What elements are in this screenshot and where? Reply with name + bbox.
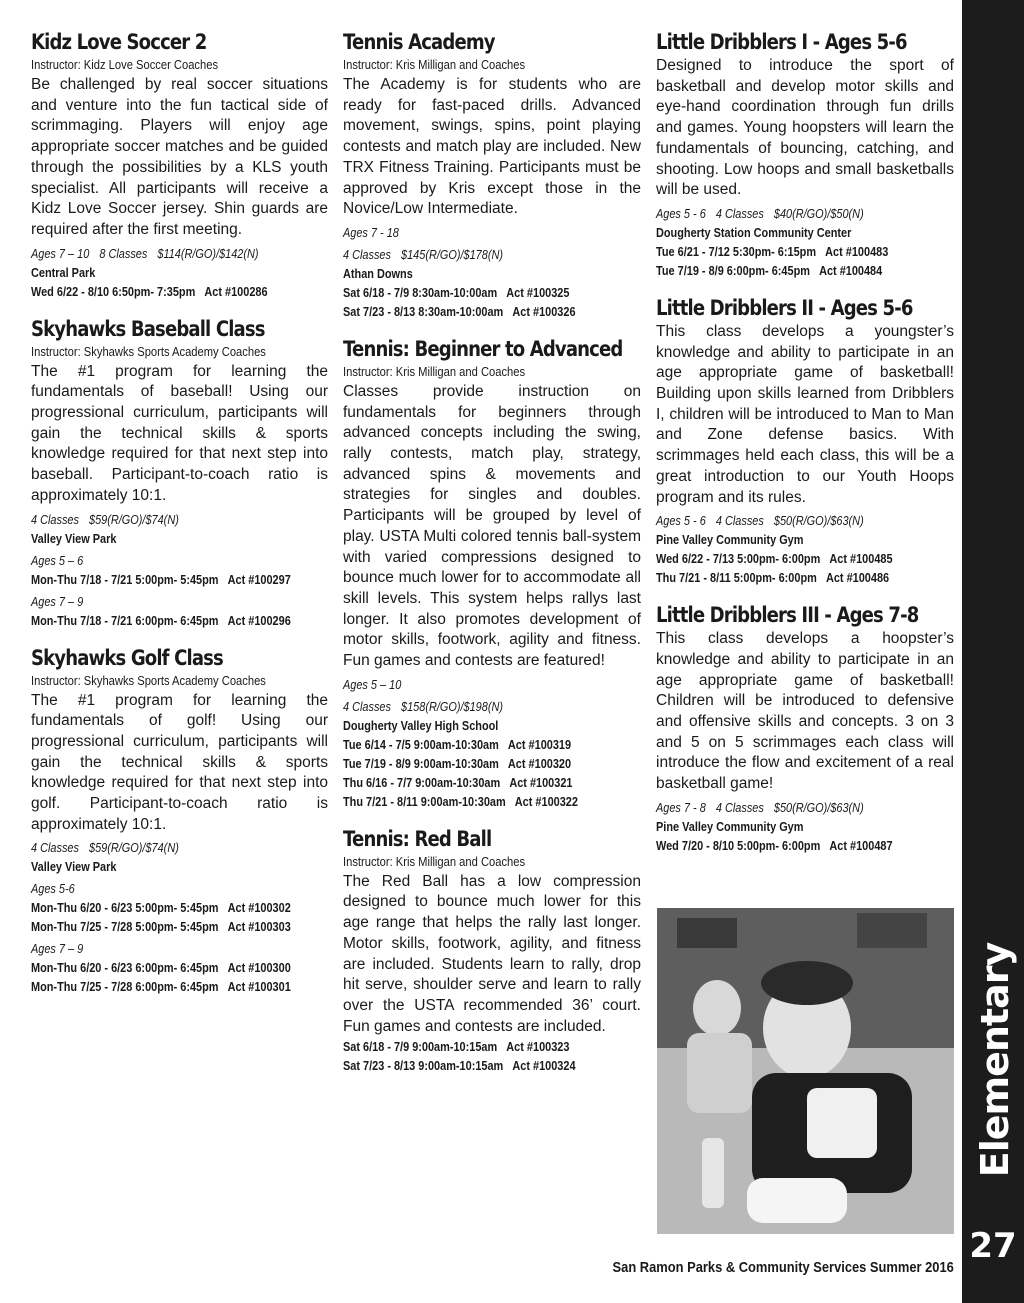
column-right: [656, 28, 954, 869]
program-meta: [656, 798, 906, 817]
class-count: 4 Classes: [31, 840, 79, 856]
session-date: Thu 7/21 - 8/11 5:00pm- 6:00pm: [656, 570, 817, 586]
session-row: [656, 549, 906, 568]
session-row: [343, 1056, 593, 1075]
session-date: Wed 6/22 - 8/10 6:50pm- 7:35pm: [31, 283, 196, 299]
class-count: 4 Classes: [343, 246, 391, 262]
ages-range: Ages 5 - 6: [656, 513, 706, 529]
ages-range: Ages 7 – 10: [31, 245, 90, 261]
program-location: Pine Valley Community Gym: [656, 532, 804, 548]
price: $40(R/GO)/$50(N): [773, 205, 864, 221]
program-section: [31, 28, 328, 301]
program-description: The Academy is for students who are ready for fast-paced drills. Advanced movement, swings, spins, point playing contests and match play are included. New TRX Fitness Training. Participants must be approved by Kris except those in the Novice/Low Intermediate.: [343, 76, 641, 218]
page-number: 27: [969, 1226, 1017, 1266]
session-row: [656, 242, 906, 261]
program-title: Little Dribblers III - Ages 7-8: [656, 603, 919, 628]
session-row: [656, 836, 906, 855]
program-instructor: Instructor: Kris Milligan and Coaches: [343, 363, 526, 379]
program-location: Central Park: [31, 264, 96, 280]
session-row: [343, 754, 593, 773]
program-meta: [31, 939, 280, 958]
activity-number: Act #100300: [227, 960, 291, 976]
session-date: Sat 7/23 - 8/13 9:00am-10:15am: [343, 1058, 504, 1074]
session-date: Tue 7/19 - 8/9 6:00pm- 6:45pm: [656, 262, 810, 278]
session-date: Mon-Thu 7/18 - 7/21 6:00pm- 6:45pm: [31, 612, 219, 628]
activity-number: Act #100325: [506, 284, 570, 300]
program-title: Skyhawks Golf Class: [31, 645, 223, 670]
ages-range: Ages 5 – 10: [343, 676, 402, 692]
program-section: [343, 335, 641, 811]
session-date: Thu 7/21 - 8/11 9:00am-10:30am: [343, 793, 506, 809]
program-section: [343, 28, 641, 321]
program-description: This class develops a hoopster’s knowledge and ability to participate in an age appropriate game of basketball! Children will be introduced to defensive and offensive skills and concepts. 3 on 3 and 5 on 5 scrimmages each class will introduce the flow and excitement of a real basketball game!: [656, 630, 954, 793]
price: $50(R/GO)/$63(N): [773, 513, 864, 529]
program-meta: [343, 697, 593, 716]
price: $158(R/GO)/$198(N): [401, 698, 503, 714]
program-location: Athan Downs: [343, 265, 413, 281]
session-row: [31, 611, 291, 630]
session-date: Mon-Thu 6/20 - 6/23 5:00pm- 5:45pm: [31, 900, 219, 916]
activity-number: Act #100486: [825, 570, 890, 586]
session-date: Wed 6/22 - 7/13 5:00pm- 6:00pm: [656, 551, 821, 567]
session-row: [343, 302, 593, 321]
session-row: [343, 1037, 593, 1056]
program-description: This class develops a youngster’s knowledge and ability to participate in an age appropriate game of basketball! Building upon skills learned from Dribblers I, children will be introduced to Man to Man and Zone defense basics. With scrimmages held each class, this will be a great introduction to our Youth Hoops program and its rules.: [656, 322, 954, 506]
program-title: Skyhawks Baseball Class: [31, 316, 265, 341]
session-date: Mon-Thu 7/18 - 7/21 5:00pm- 5:45pm: [31, 571, 219, 587]
session-row: [31, 977, 291, 996]
program-section: [31, 644, 328, 997]
program-meta: [656, 204, 906, 223]
session-row: [31, 282, 280, 301]
session-date: Sat 6/18 - 7/9 9:00am-10:15am: [343, 1039, 498, 1055]
program-description: The #1 program for learning the fundamentals of baseball! Using our progressional curriculum, participants will gain the technical skills & sports knowledge required for that next step into baseball. Participant-to-coach ratio is approximately 10:1.: [31, 362, 328, 504]
price: $114(R/GO)/$142(N): [157, 245, 259, 261]
program-meta: [31, 879, 280, 898]
program-title: Tennis: Red Ball: [343, 826, 492, 851]
program-title: Little Dribblers II - Ages 5-6: [656, 295, 913, 320]
program-location: Dougherty Station Community Center: [656, 224, 852, 240]
program-meta: [31, 838, 280, 857]
class-count: 4 Classes: [343, 698, 391, 714]
class-count: 4 Classes: [715, 205, 764, 221]
session-date: Tue 6/21 - 7/12 5:30pm- 6:15pm: [656, 243, 817, 259]
program-meta: [343, 675, 593, 694]
class-count: 4 Classes: [31, 511, 79, 527]
program-instructor: Instructor: Skyhawks Sports Academy Coaches: [31, 672, 266, 688]
program-title: Little Dribblers I - Ages 5-6: [656, 30, 907, 54]
program-meta: [343, 223, 593, 242]
program-section: [656, 294, 954, 587]
program-meta: [343, 245, 593, 264]
activity-number: Act #100301: [227, 979, 291, 995]
activity-number: Act #100319: [507, 736, 572, 752]
program-section: [31, 315, 328, 630]
ages-range: Ages 5-6: [31, 881, 75, 897]
program-title: Tennis Academy: [343, 30, 495, 54]
activity-number: Act #100321: [509, 774, 573, 790]
activity-number: Act #100484: [819, 262, 883, 278]
class-count: 4 Classes: [715, 513, 764, 529]
program-description: The #1 program for learning the fundamentals of golf! Using our progressional curriculum, participants will gain the technical skills & sports knowledge required for that next step into golf. Participant-to-coach ratio is approximately 10:1.: [31, 691, 328, 833]
ages-range: Ages 7 – 9: [31, 941, 84, 957]
activity-number: Act #100483: [825, 243, 889, 259]
section-label-text: Elementary: [973, 942, 1017, 1178]
program-location: Pine Valley Community Gym: [656, 818, 804, 834]
session-row: [343, 773, 593, 792]
program-location: Valley View Park: [31, 859, 117, 875]
ages-range: Ages 7 - 18: [343, 224, 399, 240]
activity-number: Act #100320: [507, 755, 572, 771]
session-row: [343, 283, 593, 302]
activity-number: Act #100326: [512, 303, 576, 319]
activity-number: Act #100487: [829, 837, 893, 853]
program-instructor: Instructor: Skyhawks Sports Academy Coaches: [31, 343, 266, 359]
activity-number: Act #100286: [204, 283, 268, 299]
session-date: Sat 7/23 - 8/13 8:30am-10:00am: [343, 303, 504, 319]
activity-number: Act #100297: [227, 571, 291, 587]
session-date: Wed 7/20 - 8/10 5:00pm- 6:00pm: [656, 837, 821, 853]
session-row: [31, 958, 291, 977]
program-meta: [31, 592, 280, 611]
activity-number: Act #100302: [227, 900, 291, 916]
program-meta: [31, 244, 280, 263]
session-row: [656, 261, 906, 280]
activity-number: Act #100324: [512, 1058, 576, 1074]
program-location: Valley View Park: [31, 530, 117, 546]
program-title: Tennis: Beginner to Advanced: [343, 336, 623, 361]
session-row: [31, 898, 291, 917]
activity-number: Act #100322: [514, 793, 578, 809]
program-meta: [656, 511, 906, 530]
photo-kids-basketball: [657, 908, 954, 1234]
program-description: The Red Ball has a low compression designed to bounce much lower for this age range that helps the rally last longer. Motor skills, footwork, agility, and fitness are included. Students learn to rally, drop hit serve, shoulder serve and learn to rally over the USTA recommended 36’ court. Fun games and contests are included.: [343, 872, 641, 1035]
session-row: [656, 568, 906, 587]
ages-range: Ages 5 - 6: [656, 205, 706, 221]
class-count: 4 Classes: [715, 799, 764, 815]
price: $145(R/GO)/$178(N): [401, 246, 503, 262]
session-date: Tue 6/14 - 7/5 9:00am-10:30am: [343, 736, 499, 752]
activity-number: Act #100485: [829, 551, 893, 567]
price: $59(R/GO)/$74(N): [89, 511, 179, 527]
section-label: [975, 940, 1015, 1180]
program-section: [343, 825, 641, 1076]
activity-number: Act #100323: [506, 1039, 570, 1055]
program-instructor: Instructor: Kris Milligan and Coaches: [343, 57, 526, 72]
program-description: Designed to introduce the sport of basketball and develop motor skills and eye-hand coordination through fun drills and games. Young hoopsters will learn the fundamentals of bouncing, catching, and shooting. Low hoops and small basketballs will be used.: [656, 57, 954, 199]
session-row: [343, 792, 593, 811]
price: $50(R/GO)/$63(N): [773, 799, 864, 815]
program-description: Be challenged by real soccer situations and venture into the fun tactical side of scrimmaging. Players will enjoy age appropriate soccer matches and be guided through the possibilities by a KLS youth specialist. All participants will receive a Kidz Love Soccer jersey. Shin guards are required after the first meeting.: [31, 76, 328, 238]
program-meta: [31, 510, 280, 529]
program-title: Kidz Love Soccer 2: [31, 30, 207, 54]
ages-range: Ages 5 – 6: [31, 552, 84, 568]
price: $59(R/GO)/$74(N): [89, 840, 179, 856]
session-row: [31, 570, 291, 589]
activity-number: Act #100296: [227, 612, 291, 628]
ages-range: Ages 7 – 9: [31, 593, 84, 609]
session-date: Mon-Thu 6/20 - 6/23 6:00pm- 6:45pm: [31, 960, 219, 976]
footer-text: San Ramon Parks & Community Services Summer 2016: [612, 1259, 954, 1276]
session-date: Thu 6/16 - 7/7 9:00am-10:30am: [343, 774, 501, 790]
program-instructor: Instructor: Kidz Love Soccer Coaches: [31, 57, 219, 72]
program-instructor: Instructor: Kris Milligan and Coaches: [343, 853, 526, 869]
session-date: Mon-Thu 7/25 - 7/28 5:00pm- 5:45pm: [31, 919, 219, 935]
column-left: [31, 28, 328, 1010]
session-date: Tue 7/19 - 8/9 9:00am-10:30am: [343, 755, 499, 771]
program-meta: [31, 551, 280, 570]
session-date: Mon-Thu 7/25 - 7/28 6:00pm- 6:45pm: [31, 979, 219, 995]
class-count: 8 Classes: [99, 245, 148, 261]
ages-range: Ages 7 - 8: [656, 799, 706, 815]
program-section: [656, 601, 954, 855]
photo-illustration: [657, 908, 954, 1234]
session-row: [343, 735, 593, 754]
program-description: Classes provide instruction on fundamentals for beginners through advanced concepts including the swing, rally contests, match play, strategy, advanced spins & movements and strategies for singles and doubles. Participants will be grouped by level of play. USTA Multi colored tennis ball-system with varied compressions designed to bounce much lower for to accommodate all skill levels. This system helps rallys last longer. It also promotes development of motor skills, footwork, agility and fitness. Fun games and contests are featured!: [343, 382, 641, 670]
program-location: Dougherty Valley High School: [343, 717, 499, 733]
column-middle: [343, 28, 641, 1089]
session-date: Sat 6/18 - 7/9 8:30am-10:00am: [343, 284, 498, 300]
program-section: [656, 28, 954, 280]
session-row: [31, 917, 291, 936]
activity-number: Act #100303: [227, 919, 291, 935]
